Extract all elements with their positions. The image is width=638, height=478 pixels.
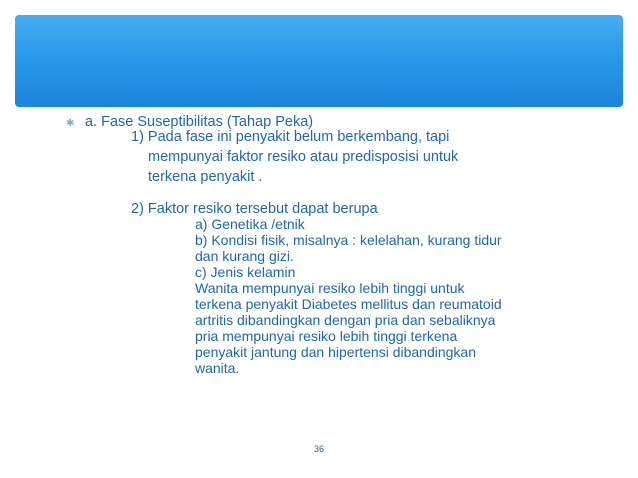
section-heading: a. Fase Suseptibilitas (Tahap Peka) <box>85 114 314 130</box>
page-number: 36 <box>313 444 324 454</box>
sub-line-3: dan kurang gizi. <box>195 248 294 264</box>
sub-line-7: artritis dibandingkan dengan pria dan sebaliknya <box>195 312 496 328</box>
sub-line-6: terkena penyakit Diabetes mellitus dan reumatoid <box>195 296 502 312</box>
point1-line-3: terkena penyakit . <box>148 169 263 185</box>
sub-line-5: Wanita mempunyai resiko lebih tinggi untuk <box>195 280 465 296</box>
bullet-icon: ✱ <box>66 118 75 129</box>
sub-line-1: a) Genetika /etnik <box>195 216 305 232</box>
header-band <box>15 15 623 107</box>
sub-line-2: b) Kondisi fisik, misalnya : kelelahan, kurang tidur <box>195 232 502 248</box>
point1-line-2: mempunyai faktor resiko atau predisposisi untuk <box>148 149 459 165</box>
sub-line-4: c) Jenis kelamin <box>195 264 296 280</box>
sub-line-9: penyakit jantung dan hipertensi dibandingkan <box>195 344 476 360</box>
sub-line-8: pria mempunyai resiko lebih tinggi terkena <box>195 328 458 344</box>
point1-line-1: 1) Pada fase ini penyakit belum berkembang, tapi <box>131 129 450 145</box>
point2-line: 2) Faktor resiko tersebut dapat berupa <box>131 201 378 217</box>
sub-line-10: wanita. <box>195 360 240 376</box>
